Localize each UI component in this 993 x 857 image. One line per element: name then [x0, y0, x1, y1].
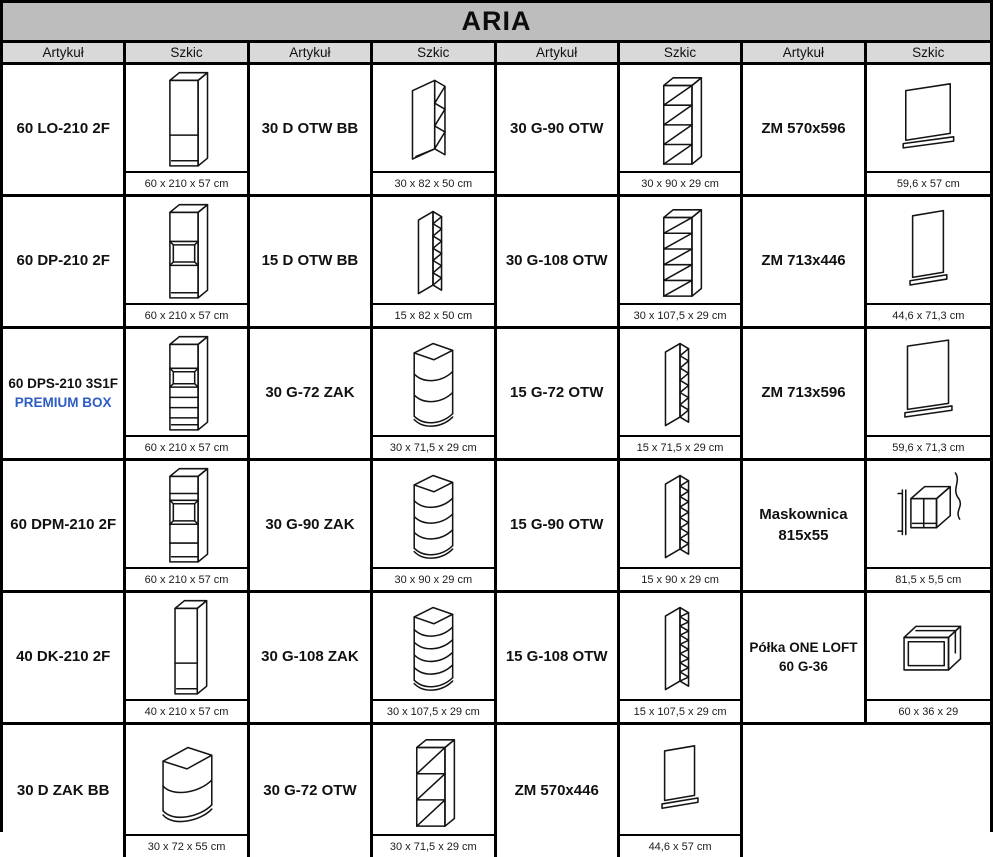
sketch-cell [126, 65, 249, 197]
article-label: Maskownica [759, 506, 848, 524]
sketch-drawing-area [126, 461, 246, 567]
sketch-dimensions: 30 x 71,5 x 29 cm [373, 834, 493, 857]
article-cell [497, 329, 620, 461]
article-cell [250, 725, 373, 857]
slim-open-6-sketch-drawing [636, 329, 724, 435]
zak-4-sketch-drawing [389, 461, 477, 567]
zak-low-2-sketch-drawing [143, 727, 231, 833]
sketch-drawing-area [373, 65, 493, 171]
sketch-drawing-area [620, 65, 740, 171]
tall-lo-sketch-drawing [143, 65, 231, 171]
article-cell [497, 65, 620, 197]
sketch-dimensions: 30 x 107,5 x 29 cm [620, 303, 740, 326]
maskownica-sketch-drawing [884, 461, 972, 567]
sketch-cell [620, 593, 743, 725]
sketch-cell [126, 329, 249, 461]
sketch-dimensions: 30 x 71,5 x 29 cm [373, 435, 493, 458]
column-header-artykul: Artykuł [497, 43, 620, 65]
sketch-cell [373, 65, 496, 197]
article-cell [497, 725, 620, 857]
article-label: 30 D ZAK BB [16, 781, 110, 799]
wall-open-3-sketch-drawing [389, 727, 477, 833]
article-cell [250, 461, 373, 593]
sketch-cell [867, 593, 990, 725]
article-cell [497, 461, 620, 593]
article-label: 30 G-90 ZAK [265, 516, 355, 534]
article-label: 30 G-72 OTW [263, 781, 357, 799]
base-open-3-sketch-drawing [389, 65, 477, 171]
sketch-drawing-area [867, 593, 990, 699]
article-cell [3, 461, 126, 593]
article-label: 15 G-72 OTW [510, 384, 604, 402]
sketch-drawing-area [373, 197, 493, 303]
sketch-drawing-area [867, 197, 990, 303]
article-cell [743, 65, 866, 197]
article-cell [3, 725, 126, 857]
article-label: 60 DP-210 2F [16, 252, 110, 270]
article-label: 30 G-72 ZAK [265, 384, 355, 402]
sketch-drawing-area [867, 461, 990, 567]
article-label: ZM 713x596 [761, 384, 846, 402]
sketch-cell [126, 593, 249, 725]
article-label: 60 DPS-210 3S1F [8, 376, 118, 392]
article-cell [743, 593, 866, 725]
sketch-cell [373, 197, 496, 329]
column-header-szkic: Szkic [867, 43, 990, 65]
panel-570x596-sketch-drawing [884, 65, 972, 171]
sketch-drawing-area [867, 329, 990, 435]
article-label: 15 D OTW BB [261, 252, 359, 270]
sketch-dimensions: 60 x 210 x 57 cm [126, 171, 246, 194]
article-label: 30 G-90 OTW [510, 120, 604, 138]
article-sublabel: 815x55 [778, 526, 829, 544]
article-cell [3, 197, 126, 329]
column-header-szkic: Szkic [126, 43, 249, 65]
article-cell [3, 65, 126, 197]
column-header-szkic: Szkic [373, 43, 496, 65]
sketch-drawing-area [373, 725, 493, 834]
sketch-cell [126, 197, 249, 329]
zak-5-sketch-drawing [389, 593, 477, 699]
sketch-drawing-area [126, 329, 246, 435]
sketch-drawing-area [373, 593, 493, 699]
sketch-drawing-area [126, 197, 246, 303]
article-label: 40 DK-210 2F [16, 648, 111, 666]
sketch-cell [867, 65, 990, 197]
sketch-drawing-area [126, 593, 246, 699]
article-sublabel: PREMIUM BOX [14, 394, 112, 410]
sketch-cell [620, 329, 743, 461]
sketch-dimensions: 59,6 x 57 cm [867, 171, 990, 194]
sketch-drawing-area [620, 593, 740, 699]
article-label: 60 LO-210 2F [16, 120, 110, 138]
sketch-dimensions: 15 x 71,5 x 29 cm [620, 435, 740, 458]
sketch-dimensions: 60 x 210 x 57 cm [126, 435, 246, 458]
sketch-drawing-area [867, 65, 990, 171]
frame-shelf-sketch-drawing [884, 593, 972, 699]
panel-713x596-sketch-drawing [884, 329, 972, 435]
sketch-dimensions: 81,5 x 5,5 cm [867, 567, 990, 590]
sketch-cell [126, 725, 249, 857]
article-sublabel: 60 G-36 [779, 658, 828, 674]
panel-713x446-sketch-drawing [884, 197, 972, 303]
column-header-artykul: Artykuł [250, 43, 373, 65]
article-cell [497, 593, 620, 725]
sketch-dimensions: 60 x 36 x 29 [867, 699, 990, 722]
sketch-dimensions: 60 x 210 x 57 cm [126, 567, 246, 590]
sketch-cell [620, 725, 743, 857]
column-header-szkic: Szkic [620, 43, 743, 65]
sketch-dimensions: 59,6 x 71,3 cm [867, 435, 990, 458]
article-cell [743, 461, 866, 593]
article-label: 30 G-108 ZAK [261, 648, 359, 666]
sketch-dimensions: 30 x 107,5 x 29 cm [373, 699, 493, 722]
sketch-drawing-area [126, 65, 246, 171]
sketch-cell [373, 593, 496, 725]
sketch-dimensions: 15 x 90 x 29 cm [620, 567, 740, 590]
sketch-drawing-area [620, 461, 740, 567]
slim-open-7-sketch-drawing [636, 461, 724, 567]
sketch-dimensions: 44,6 x 71,3 cm [867, 303, 990, 326]
article-cell [250, 197, 373, 329]
tall-dpm-sketch-drawing [143, 461, 231, 567]
sketch-dimensions: 30 x 82 x 50 cm [373, 171, 493, 194]
sketch-dimensions: 15 x 107,5 x 29 cm [620, 699, 740, 722]
tall-dk-sketch-drawing [143, 593, 231, 699]
sketch-cell [867, 329, 990, 461]
sketch-cell [373, 461, 496, 593]
catalog-table [3, 43, 990, 857]
sketch-cell [620, 197, 743, 329]
sketch-drawing-area [620, 725, 740, 834]
article-label: 15 G-108 OTW [505, 648, 608, 666]
sketch-cell [373, 725, 496, 857]
zak-3-sketch-drawing [389, 329, 477, 435]
panel-570x446-sketch-drawing [636, 727, 724, 833]
sketch-dimensions: 30 x 72 x 55 cm [126, 834, 246, 857]
wall-open-5-sketch-drawing [636, 197, 724, 303]
sketch-drawing-area [126, 725, 246, 834]
sketch-cell [867, 461, 990, 593]
sketch-dimensions: 60 x 210 x 57 cm [126, 303, 246, 326]
slim-open-6-sketch-drawing [389, 197, 477, 303]
sketch-cell [620, 461, 743, 593]
sketch-drawing-area [620, 197, 740, 303]
sketch-drawing-area [373, 461, 493, 567]
wall-open-4-sketch-drawing [636, 65, 724, 171]
article-cell [250, 593, 373, 725]
slim-open-8-sketch-drawing [636, 593, 724, 699]
article-cell [250, 329, 373, 461]
article-label: 60 DPM-210 2F [10, 516, 117, 534]
column-header-artykul: Artykuł [3, 43, 126, 65]
article-label: ZM 713x446 [761, 252, 846, 270]
sketch-dimensions: 30 x 90 x 29 cm [373, 567, 493, 590]
sketch-cell [620, 65, 743, 197]
tall-dps-sketch-drawing [143, 329, 231, 435]
article-cell [3, 329, 126, 461]
column-header-artykul: Artykuł [743, 43, 866, 65]
article-label: ZM 570x446 [514, 781, 599, 799]
catalog-title: ARIA [3, 3, 990, 43]
article-cell [743, 197, 866, 329]
article-label: 15 G-90 OTW [510, 516, 604, 534]
article-label: Półka ONE LOFT [749, 640, 858, 656]
article-label: 30 D OTW BB [261, 120, 359, 138]
sketch-dimensions: 15 x 82 x 50 cm [373, 303, 493, 326]
sketch-cell [867, 197, 990, 329]
article-cell [3, 593, 126, 725]
tall-dp-sketch-drawing [143, 197, 231, 303]
article-cell [250, 65, 373, 197]
article-label: 30 G-108 OTW [505, 252, 608, 270]
sketch-cell [126, 461, 249, 593]
empty-cell [743, 725, 990, 857]
article-cell [497, 197, 620, 329]
sketch-cell [373, 329, 496, 461]
sketch-drawing-area [620, 329, 740, 435]
article-label: ZM 570x596 [761, 120, 846, 138]
sketch-dimensions: 30 x 90 x 29 cm [620, 171, 740, 194]
sketch-drawing-area [373, 329, 493, 435]
sketch-dimensions: 40 x 210 x 57 cm [126, 699, 246, 722]
sketch-dimensions: 44,6 x 57 cm [620, 834, 740, 857]
article-cell [743, 329, 866, 461]
